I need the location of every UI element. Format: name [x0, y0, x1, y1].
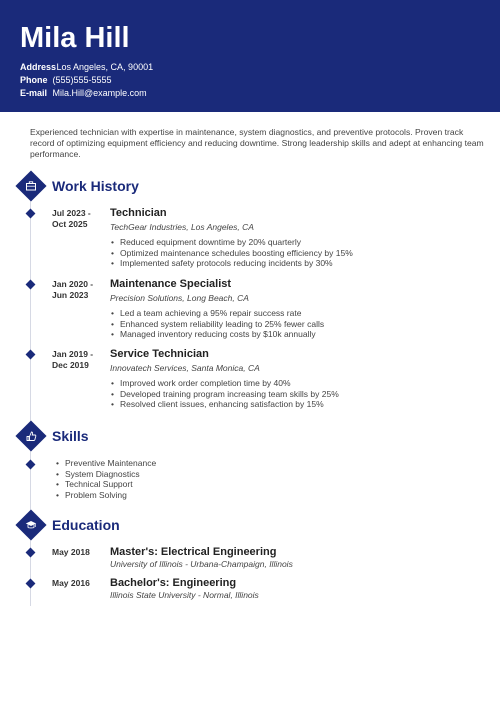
job-bullet: • Enhanced system reliability leading to 25% fewer calls	[110, 319, 324, 330]
contact-address	[20, 61, 153, 73]
job-date-start: Jul 2023 -	[52, 208, 91, 218]
section-title-skills: Skills	[52, 428, 89, 444]
timeline-dot	[26, 579, 36, 589]
job-title: Technician	[110, 207, 167, 219]
briefcase-icon	[15, 170, 46, 201]
education-degree: Master's: Electrical Engineering	[110, 546, 277, 558]
job-company: TechGear Industries, Los Angeles, CA	[110, 222, 254, 232]
education-date: May 2016	[52, 578, 90, 588]
skill-item: • System Diagnostics	[55, 469, 156, 480]
job-date-start: Jan 2019 -	[52, 349, 94, 359]
timeline-dot	[26, 350, 36, 360]
resume-header	[0, 0, 500, 112]
education-date: May 2018	[52, 547, 90, 557]
phone-label: Phone	[20, 75, 48, 85]
job-bullet: • Developed training program increasing team skills by 25%	[110, 389, 339, 400]
timeline-dot	[26, 280, 36, 290]
skill-item: • Preventive Maintenance	[55, 458, 156, 469]
job-title: Service Technician	[110, 348, 209, 360]
job-date-end: Oct 2025	[52, 219, 88, 229]
job-date	[52, 349, 102, 371]
address-label: Address	[20, 62, 57, 72]
job-bullet: • Managed inventory reducing costs by $10k annually	[110, 329, 324, 340]
job-date-end: Dec 2019	[52, 360, 89, 370]
job-date	[52, 279, 102, 301]
email-value: Mila.Hill@example.com	[52, 88, 147, 98]
job-date	[52, 208, 102, 230]
education-school: Illinois State University - Normal, Illinois	[110, 590, 259, 600]
contact-email	[20, 87, 147, 99]
job-company: Precision Solutions, Long Beach, CA	[110, 293, 249, 303]
section-title-work-history: Work History	[52, 178, 139, 194]
job-date-end: Jun 2023	[52, 290, 89, 300]
education-degree: Bachelor's: Engineering	[110, 577, 237, 589]
timeline-line	[30, 186, 31, 606]
skill-item: • Problem Solving	[55, 490, 156, 501]
timeline-dot	[26, 209, 36, 219]
job-bullets	[110, 237, 353, 269]
timeline-dot	[26, 548, 36, 558]
education-school: University of Illinois - Urbana-Champaign, Illinois	[110, 559, 293, 569]
job-bullets	[110, 308, 324, 340]
job-bullet: • Reduced equipment downtime by 20% quarterly	[110, 237, 353, 248]
contact-phone	[20, 74, 112, 86]
job-bullet: • Optimized maintenance schedules boosting efficiency by 15%	[110, 248, 353, 259]
candidate-name: Mila Hill	[20, 22, 130, 54]
job-bullet: • Improved work order completion time by 40%	[110, 378, 339, 389]
hand-thumbs-icon	[15, 420, 46, 451]
graduation-cap-icon	[15, 509, 46, 540]
phone-value: (555)555-5555	[52, 75, 112, 85]
skills-list	[55, 458, 156, 500]
section-title-education: Education	[52, 517, 120, 533]
job-company: Innovatech Services, Santa Monica, CA	[110, 363, 260, 373]
job-bullet: • Resolved client issues, enhancing satisfaction by 15%	[110, 399, 339, 410]
professional-summary: Experienced technician with expertise in maintenance, system diagnostics, and preventive protocols. Proven track record of optimizing equipment efficiency and reducing downtime. Strong leadership skills and adept at enhancing team performance.	[30, 127, 484, 159]
timeline-dot	[26, 460, 36, 470]
skill-item: • Technical Support	[55, 479, 156, 490]
address-value: Los Angeles, CA, 90001	[56, 62, 154, 72]
email-label: E-mail	[20, 88, 48, 98]
job-bullet: • Led a team achieving a 95% repair success rate	[110, 308, 324, 319]
job-bullets	[110, 378, 339, 410]
job-date-start: Jan 2020 -	[52, 279, 94, 289]
job-title: Maintenance Specialist	[110, 278, 232, 290]
job-bullet: • Implemented safety protocols reducing incidents by 30%	[110, 258, 353, 269]
